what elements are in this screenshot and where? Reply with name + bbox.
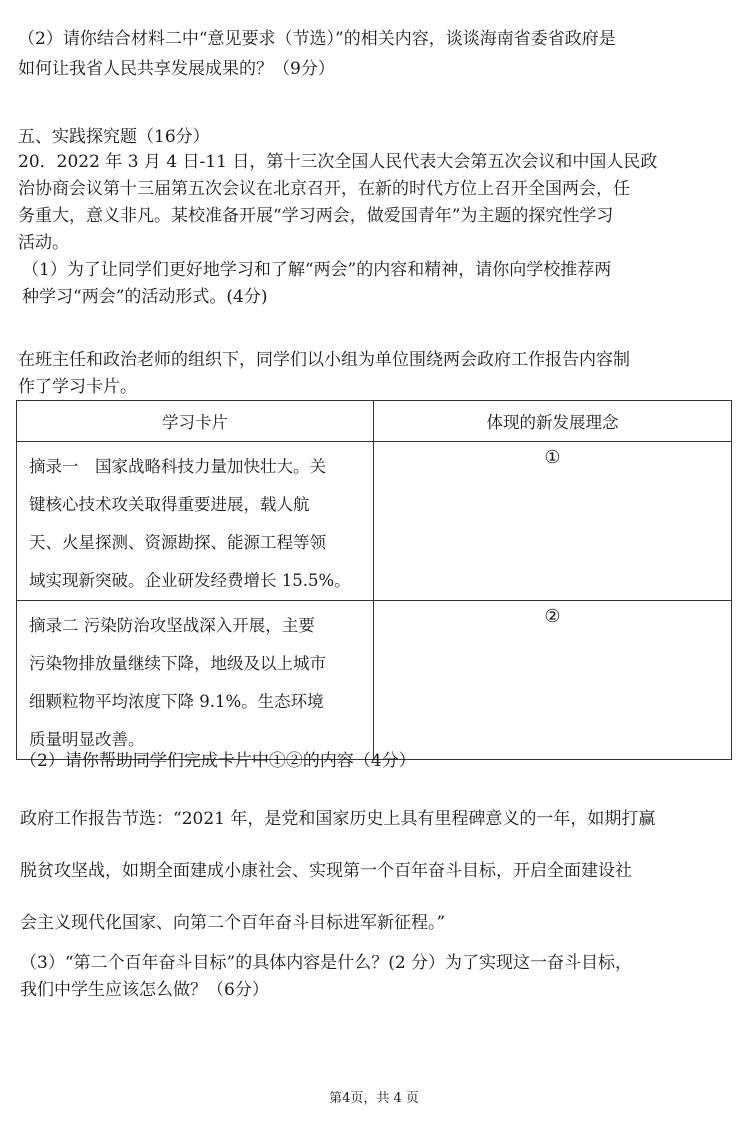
row1-mark: ①: [544, 447, 561, 468]
q20-line-1: 20．2022 年 3 月 4 日-11 日，第十三次全国人民代表大会第五次会议和中国人民政: [18, 152, 658, 172]
row2-excerpt: [17, 601, 373, 759]
page-footer: 第4页，共 4 页: [329, 1091, 419, 1106]
row1-excerpt-cell: [17, 442, 374, 601]
sub3-line-1: （3）“第二个百年奋斗目标”的具体内容是什么？(2 分）为了实现这一奋斗目标，: [20, 953, 633, 973]
report-line-1: 政府工作报告节选：“2021 年，是党和国家历史上具有里程碑意义的一年，如期打赢: [20, 809, 656, 829]
sub3-line-2: 我们中学生应该怎么做？（6分）: [20, 980, 269, 1000]
header-study-card: 学习卡片: [17, 401, 374, 442]
row1-line: 摘录一 国家战略科技力量加快壮大。关: [29, 457, 326, 476]
row1-line: 天、火星探测、资源勘探、能源工程等领: [29, 533, 326, 552]
sub1-line-1: （1）为了让同学们更好地学习和了解“两会”的内容和精神，请你向学校推荐两: [22, 260, 612, 280]
sub1-line-2: 种学习“两会”的活动形式。(4分): [22, 287, 268, 307]
row1-line: 键核心技术攻关取得重要进展，载人航: [29, 495, 310, 514]
row2-line: 质量明显改善。: [29, 730, 145, 749]
row2-mark: ②: [544, 606, 561, 627]
sub2-question: （2）请你帮助同学们完成卡片中①②的内容（4分）: [20, 751, 416, 771]
row1-line: 域实现新突破。企业研发经费增长 15.5%。: [29, 571, 351, 590]
q20-line-2: 治协商会议第十三届第五次会议在北京召开，在新的时代方位上召开全国两会，任: [18, 179, 630, 199]
row2-answer-cell: [374, 601, 732, 760]
report-line-3: 会主义现代化国家、向第二个百年奋斗目标进军新征程。”: [20, 913, 446, 933]
q20-line-3: 务重大，意义非凡。某校准备开展“学习两会，做爱国青年”为主题的探究性学习: [18, 206, 614, 226]
row1-excerpt: [17, 442, 373, 600]
row2-line: 摘录二 污染防治攻坚战深入开展，主要: [29, 616, 315, 635]
row2-line: 细颗粒物平均浓度下降 9.1%。生态环境: [29, 692, 324, 711]
section-heading: 五、实践探究题（16分）: [18, 127, 210, 147]
intro-line-2: 作了学习卡片。: [18, 377, 137, 397]
row2-excerpt-cell: [17, 601, 374, 760]
q2-line-2: 如何让我省人民共享发展成果的？（9分）: [18, 59, 335, 79]
study-card-table: [16, 400, 732, 760]
report-line-2: 脱贫攻坚战，如期全面建成小康社会、实现第一个百年奋斗目标，开启全面建设社: [20, 861, 632, 881]
table-row: [17, 442, 732, 601]
q2-line-1: （2）请你结合材料二中“意见要求（节选）”的相关内容，谈谈海南省委省政府是: [18, 29, 616, 49]
row2-line: 污染物排放量继续下降，地级及以上城市: [29, 654, 326, 673]
row1-answer-cell: [374, 442, 732, 601]
table-header-row: [17, 401, 732, 442]
table-row: [17, 601, 732, 760]
q20-line-4: 活动。: [18, 233, 69, 253]
header-development-concept: 体现的新发展理念: [374, 401, 732, 442]
intro-line-1: 在班主任和政治老师的组织下，同学们以小组为单位围绕两会政府工作报告内容制: [18, 350, 630, 370]
